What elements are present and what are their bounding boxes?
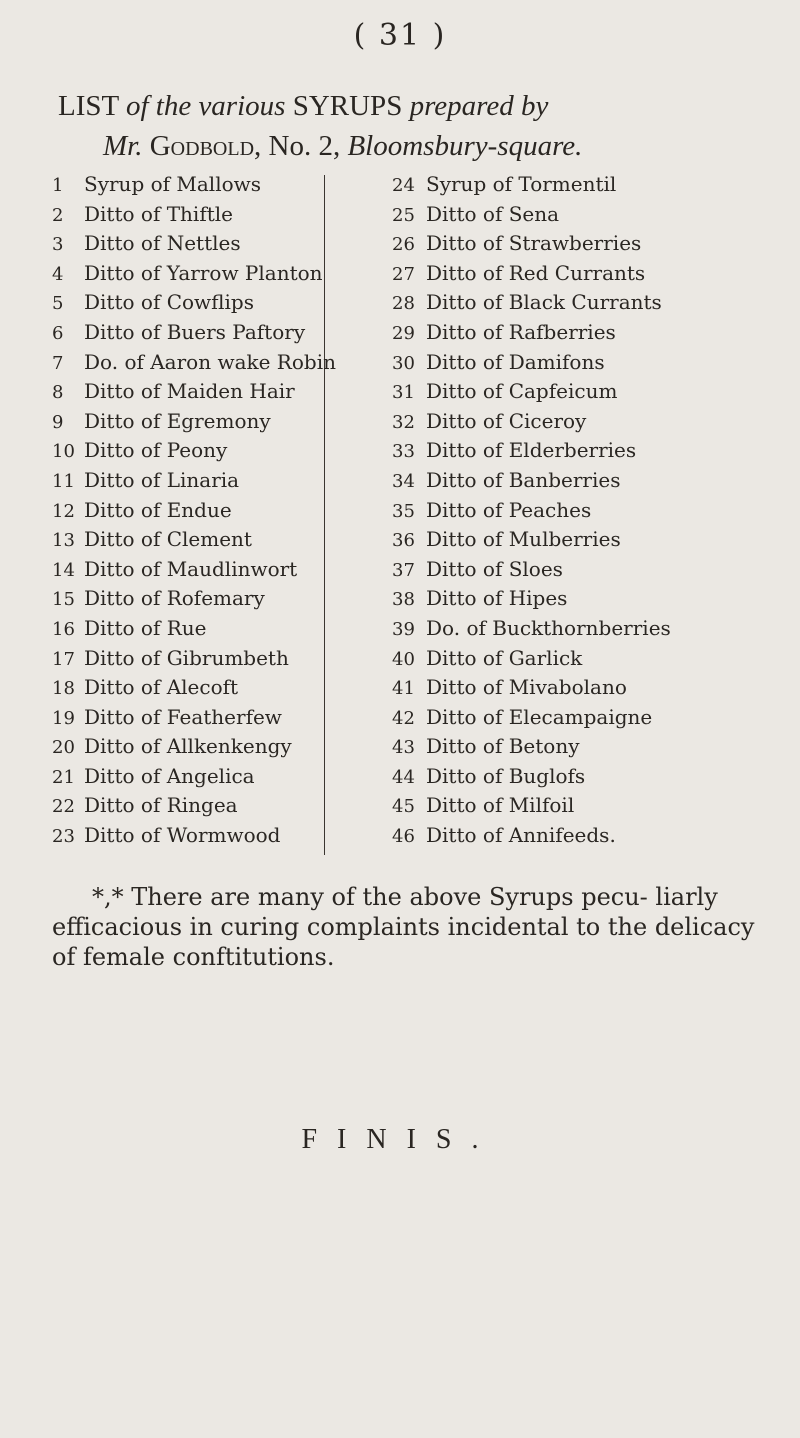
list-item	[52, 290, 362, 320]
item-number: 30	[392, 352, 415, 374]
item-name: Ditto of Egremony	[84, 408, 271, 433]
item-name: Ditto of Clement	[84, 527, 252, 552]
item-name: Ditto of Wormwood	[84, 823, 281, 848]
list-item	[52, 823, 362, 853]
list-item	[52, 320, 362, 350]
item-number: 32	[392, 411, 415, 433]
syrup-list-right-column	[392, 172, 772, 853]
item-name: Ditto of Mivabolano	[426, 675, 627, 700]
item-number: 20	[52, 737, 75, 759]
item-number: 36	[392, 530, 415, 552]
heading-address-no: No. 2,	[268, 130, 341, 162]
syrup-list-left-column	[52, 172, 362, 853]
item-number: 31	[392, 382, 415, 404]
list-item	[392, 290, 772, 320]
list-item	[392, 438, 772, 468]
list-item	[392, 557, 772, 587]
list-item	[52, 793, 362, 823]
item-name: Ditto of Featherfew	[84, 704, 282, 729]
heading-syrups: SYRUPS	[292, 90, 403, 122]
item-number: 12	[52, 500, 75, 522]
list-item	[52, 734, 362, 764]
list-item	[392, 261, 772, 291]
list-item	[52, 527, 362, 557]
list-item	[52, 468, 362, 498]
list-item	[52, 764, 362, 794]
list-item	[392, 350, 772, 380]
item-name: Ditto of Strawberries	[426, 231, 642, 256]
list-item	[392, 409, 772, 439]
item-name: Ditto of Elecampaigne	[426, 704, 653, 729]
list-item	[392, 231, 772, 261]
item-name: Ditto of Hipes	[426, 586, 568, 611]
list-item	[392, 646, 772, 676]
footnote: *,* There are many of the above Syrups pecu- liarly efficacious in curing complaints incidental to the delicacy of female conftitutions.	[52, 883, 755, 971]
item-number: 10	[52, 441, 75, 463]
item-name: Ditto of Maudlinwort	[84, 556, 298, 581]
item-number: 11	[52, 470, 75, 492]
list-item	[52, 557, 362, 587]
item-name: Syrup of Tormentil	[426, 172, 617, 196]
item-number: 5	[52, 293, 64, 315]
item-name: Ditto of Ciceroy	[426, 408, 587, 433]
item-name: Ditto of Sloes	[426, 556, 563, 581]
item-number: 45	[392, 796, 415, 818]
list-item	[392, 527, 772, 557]
item-number: 7	[52, 352, 64, 374]
list-item	[52, 586, 362, 616]
heading-list: LIST	[58, 90, 119, 122]
item-name: Ditto of Buers Paftory	[84, 319, 306, 344]
list-item	[52, 231, 362, 261]
item-name: Ditto of Buglofs	[426, 763, 586, 788]
item-number: 35	[392, 500, 415, 522]
item-number: 22	[52, 796, 75, 818]
item-number: 38	[392, 589, 415, 611]
item-number: 3	[52, 234, 64, 256]
item-number: 42	[392, 707, 415, 729]
item-name: Ditto of Peony	[84, 438, 228, 463]
item-number: 2	[52, 204, 64, 226]
heading-name: Godbold,	[149, 130, 262, 162]
item-name: Ditto of Alecoft	[84, 675, 239, 700]
list-item	[392, 734, 772, 764]
list-heading	[58, 86, 778, 166]
item-number: 39	[392, 618, 415, 640]
finis: FINIS.	[301, 1124, 499, 1155]
item-name: Ditto of Angelica	[84, 763, 255, 788]
item-name: Ditto of Damifons	[426, 349, 605, 374]
item-name: Ditto of Maiden Hair	[84, 379, 295, 404]
list-item	[52, 202, 362, 232]
page-number: ( 31 )	[353, 18, 447, 53]
list-item	[392, 616, 772, 646]
item-number: 4	[52, 263, 64, 285]
item-name: Ditto of Gibrumbeth	[84, 645, 289, 670]
list-item	[392, 823, 772, 853]
item-name: Ditto of Betony	[426, 734, 580, 759]
list-item	[392, 705, 772, 735]
item-number: 17	[52, 648, 75, 670]
list-item	[392, 764, 772, 794]
list-item	[392, 675, 772, 705]
item-number: 24	[392, 175, 415, 196]
item-name: Ditto of Thiftle	[84, 201, 233, 226]
item-name: Ditto of Ringea	[84, 793, 238, 818]
item-name: Ditto of Rafberries	[426, 319, 616, 344]
list-item	[52, 350, 362, 380]
list-item	[392, 202, 772, 232]
item-name: Ditto of Black Currants	[426, 290, 662, 315]
list-item	[52, 646, 362, 676]
list-item	[392, 468, 772, 498]
list-item	[52, 379, 362, 409]
list-item	[392, 793, 772, 823]
item-name: Ditto of Elderberries	[426, 438, 637, 463]
heading-address: Bloomsbury-square.	[347, 130, 583, 162]
list-item	[392, 172, 772, 202]
item-number: 21	[52, 766, 75, 788]
item-number: 8	[52, 382, 64, 404]
item-number: 19	[52, 707, 75, 729]
heading-line-2	[58, 126, 778, 166]
item-name: Ditto of Sena	[426, 201, 560, 226]
item-name: Syrup of Mallows	[84, 172, 262, 196]
item-name: Do. of Aaron wake Robin	[84, 349, 336, 374]
list-item	[52, 172, 362, 202]
item-number: 6	[52, 322, 64, 344]
item-number: 40	[392, 648, 415, 670]
heading-prepared-by: prepared by	[409, 90, 549, 122]
list-item	[52, 675, 362, 705]
item-name: Do. of Buckthornberries	[426, 615, 671, 640]
item-name: Ditto of Yarrow Planton	[84, 260, 323, 285]
item-name: Ditto of Milfoil	[426, 793, 575, 818]
item-name: Ditto of Endue	[84, 497, 232, 522]
list-item	[52, 705, 362, 735]
item-name: Ditto of Red Currants	[426, 260, 646, 285]
item-name: Ditto of Garlick	[426, 645, 583, 670]
item-number: 29	[392, 322, 415, 344]
item-number: 14	[52, 559, 75, 581]
item-number: 25	[392, 204, 415, 226]
item-name: Ditto of Allkenkengy	[84, 734, 292, 759]
item-name: Ditto of Banberries	[426, 467, 621, 492]
item-number: 34	[392, 470, 415, 492]
item-number: 46	[392, 826, 415, 848]
item-number: 26	[392, 234, 415, 256]
item-name: Ditto of Rofemary	[84, 586, 265, 611]
item-name: Ditto of Nettles	[84, 231, 241, 256]
item-name: Ditto of Mulberries	[426, 527, 621, 552]
item-number: 16	[52, 618, 75, 640]
list-item	[392, 320, 772, 350]
heading-of-the-various: of the various	[125, 90, 286, 122]
item-number: 43	[392, 737, 415, 759]
list-item	[52, 409, 362, 439]
heading-line-1	[58, 86, 778, 126]
list-item	[52, 498, 362, 528]
item-number: 15	[52, 589, 75, 611]
list-item	[52, 616, 362, 646]
item-number: 41	[392, 678, 415, 700]
list-item	[392, 379, 772, 409]
item-name: Ditto of Linaria	[84, 467, 240, 492]
list-item	[52, 261, 362, 291]
item-number: 23	[52, 826, 75, 848]
item-name: Ditto of Capfeicum	[426, 379, 618, 404]
item-number: 37	[392, 559, 415, 581]
list-item	[392, 586, 772, 616]
item-name: Ditto of Annifeeds.	[426, 823, 616, 848]
item-number: 28	[392, 293, 415, 315]
item-name: Ditto of Cowflips	[84, 290, 254, 315]
item-number: 18	[52, 678, 75, 700]
item-number: 9	[52, 411, 64, 433]
item-number: 13	[52, 530, 75, 552]
item-name: Ditto of Rue	[84, 615, 207, 640]
list-item	[392, 498, 772, 528]
item-number: 33	[392, 441, 415, 463]
item-name: Ditto of Peaches	[426, 497, 592, 522]
item-number: 27	[392, 263, 415, 285]
item-number: 44	[392, 766, 415, 788]
list-item	[52, 438, 362, 468]
item-number: 1	[52, 175, 64, 196]
heading-mr: Mr.	[103, 130, 143, 162]
